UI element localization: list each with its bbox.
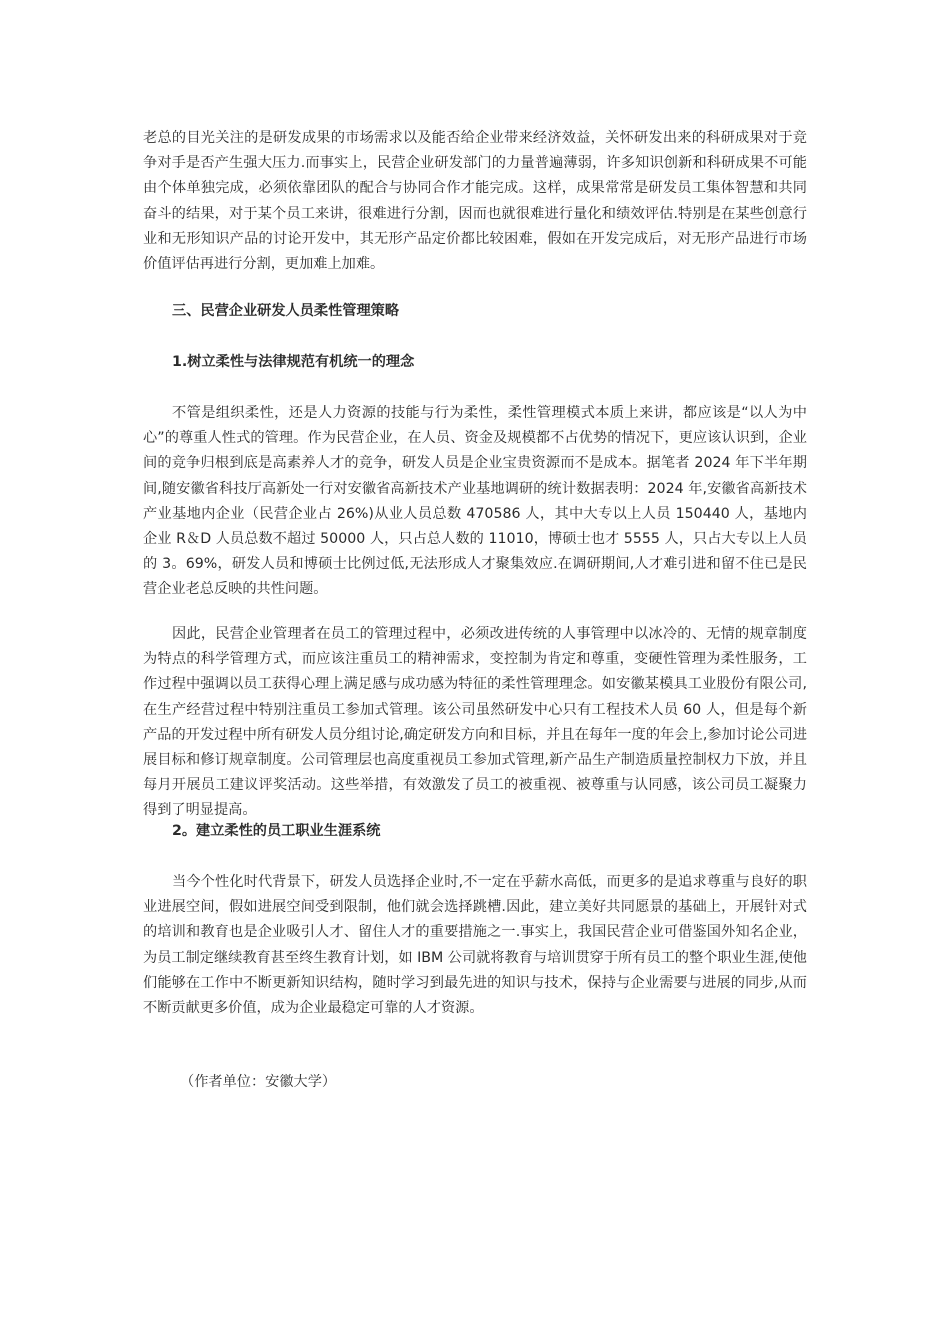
section-heading-strategies: 三、民营企业研发人员柔性管理策略 <box>172 303 400 319</box>
author-affiliation: （作者单位：安徽大学） <box>180 1074 337 1090</box>
subheading-flexibility-law: 1.树立柔性与法律规范有机统一的理念 <box>172 354 415 370</box>
subheading-career-system: 2。建立柔性的员工职业生涯系统 <box>172 823 381 839</box>
paragraph-rd-outcomes: 老总的目光关注的是研发成果的市场需求以及能否给企业带来经济效益，关怀研发出来的科研成果对于竞争对手是否产生强大压力.而事实上，民营企业研发部门的力量普遍薄弱，许多知识创新和科研成果不可能由个体单独完成，必须依靠团队的配合与协同合作才能完成。这样，成果常常是研发员工集体智慧和共同奋斗的结果，对于某个员工来讲，很难进行分割，因而也就很难进行量化和绩效评估.特别是在某些创意行业和无形知识产品的讨论开发中，其无形产品定价都比较困难，假如在开发完成后，对无形产品进行市场价值评估再进行分割，更加难上加难。 <box>143 130 807 273</box>
paragraph-career-development: 当今个性化时代背景下，研发人员选择企业时,不一定在乎薪水高低，而更多的是追求尊重与良好的职业进展空间，假如进展空间受到限制，他们就会选择跳槽.因此，建立美好共同愿景的基础上，开展针对式的培训和教育也是企业吸引人才、留住人才的重要措施之一.事实上，我国民营企业可借鉴国外知名企业，为员工制定继续教育甚至终生教育计划，如 IBM 公司就将教育与培训贯穿于所有员工的整个职业生涯,使他们能够在工作中不断更新知识结构，随时学习到最先进的知识与技术，保持与企业需要与进展的同步,从而不断贡献更多价值，成为企业最稳定可靠的人才资源。 <box>143 874 807 1017</box>
paragraph-participative-management: 因此，民营企业管理者在员工的管理过程中，必须改进传统的人事管理中以冰冷的、无情的规章制度为特点的科学管理方式，而应该注重员工的精神需求，变控制为肯定和尊重，变硬性管理为柔性服务，工作过程中强调以员工获得心理上满足感与成功感为特征的柔性管理理念。如安徽某模具工业股份有限公司,在生产经营过程中特别注重员工参加式管理。该公司虽然研发中心只有工程技术人员 60 人，但是每个新产品的开发过程中所有研发人员分组讨论,确定研发方向和目标，并且在每年一度的年会上,参加讨论公司进展目标和修订规章制度。公司管理层也高度重视员工参加式管理,新产品生产制造质量控制权力下放，并且每月开展员工建议评奖活动。这些举措，有效激发了员工的被重视、被尊重与认同感，该公司员工凝聚力得到了明显提高。 <box>143 626 807 819</box>
paragraph-flexible-management: 不管是组织柔性，还是人力资源的技能与行为柔性，柔性管理模式本质上来讲，都应该是“以人为中心”的尊重人性式的管理。作为民营企业，在人员、资金及规模都不占优势的情况下，更应该认识到，企业间的竞争归根到底是高素养人才的竞争，研发人员是企业宝贵资源而不是成本。据笔者 2024 年下半年期间,随安徽省科技厅高新处一行对安徽省高新技术产业基地调研的统计数据表明：2024 年,安徽省高新技术产业基地内企业（民营企业占 26%)从业人员总数 470586 人，其中大专以上人员 150440 人，基地内企业 R＆D 人员总数不超过 50000 人，只占总人数的 11010，博硕士也才 5555 人，只占大专以上人员的 3。69%，研发人员和博硕士比例过低,无法形成人才聚集效应.在调研期间,人才难引进和留不住已是民营企业老总反映的共性问题。 <box>143 405 807 598</box>
